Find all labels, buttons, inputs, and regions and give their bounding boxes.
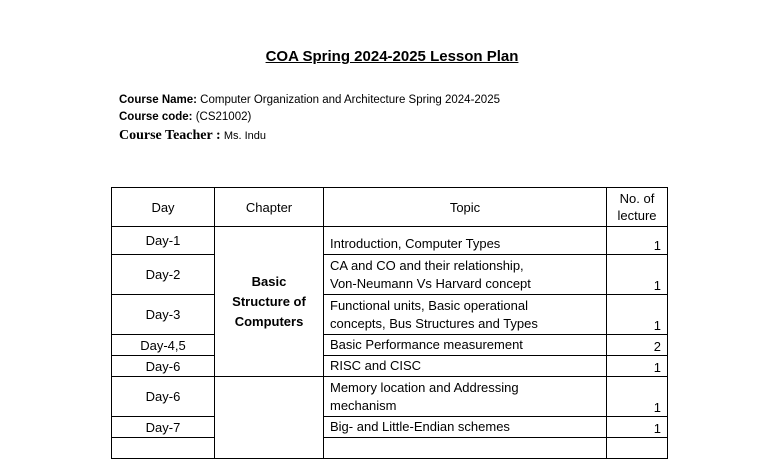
table-row [112,356,668,377]
topic-cell [324,255,607,295]
lesson-plan-table [111,187,668,459]
lecture-count-cell: 1 [607,417,668,438]
course-name-label: Course Name: [119,94,197,106]
chapter-line: Structure of [232,293,306,309]
table-row [112,255,668,295]
course-name-value: Computer Organization and Architecture Spring 2024-2025 [200,94,500,106]
header-chapter: Chapter [215,188,324,227]
topic-line: CA and CO and their relationship, [330,258,524,273]
course-code-label: Course code: [119,111,193,123]
topic-cell [324,295,607,335]
header-topic: Topic [324,188,607,227]
lecture-count-cell: 2 [607,335,668,356]
day-cell: Day-2 [112,255,215,295]
topic-cell: Big- and Little-Endian schemes [324,417,607,438]
topic-line: concepts, Bus Structures and Types [330,316,538,331]
table-row [112,377,668,417]
topic-line: Von-Neumann Vs Harvard concept [330,276,531,291]
course-code-line [119,111,251,123]
lecture-count-cell: 1 [607,356,668,377]
topic-cell: RISC and CISC [324,356,607,377]
course-teacher-line [119,128,266,144]
lecture-count-cell: 1 [607,227,668,255]
topic-line: Functional units, Basic operational [330,298,529,313]
day-cell: Day-6 [112,377,215,417]
lecture-count-cell: 1 [607,377,668,417]
table-row [112,335,668,356]
day-cell: Day-3 [112,295,215,335]
day-cell: Day-1 [112,227,215,255]
lecture-count-cell: 1 [607,255,668,295]
chapter-cell [215,377,324,459]
day-cell: Day-7 [112,417,215,438]
topic-cell: Basic Performance measurement [324,335,607,356]
topic-cell [324,377,607,417]
header-lectures-line1: No. of [619,191,655,206]
chapter-cell [215,227,324,377]
chapter-line: Basic [251,273,287,289]
lecture-count-cell: 1 [607,295,668,335]
table-row [112,417,668,438]
header-day: Day [112,188,215,227]
day-cell: Day-6 [112,356,215,377]
topic-line: mechanism [330,398,397,413]
topic-cell: Introduction, Computer Types [324,227,607,255]
header-lectures-line2: lecture [617,208,657,223]
table-header-row [112,188,668,227]
table-row [112,295,668,335]
course-teacher-value: Ms. Indu [223,130,267,142]
course-teacher-label: Course Teacher : [119,128,221,143]
chapter-line: Computers [234,313,304,329]
table-row [112,227,668,255]
header-lectures [607,188,668,227]
course-name-line [119,94,500,106]
document-title: COA Spring 2024-2025 Lesson Plan [265,48,519,65]
day-cell: Day-4,5 [112,335,215,356]
course-code-value: (CS21002) [195,111,252,123]
topic-line: Memory location and Addressing [330,380,519,395]
